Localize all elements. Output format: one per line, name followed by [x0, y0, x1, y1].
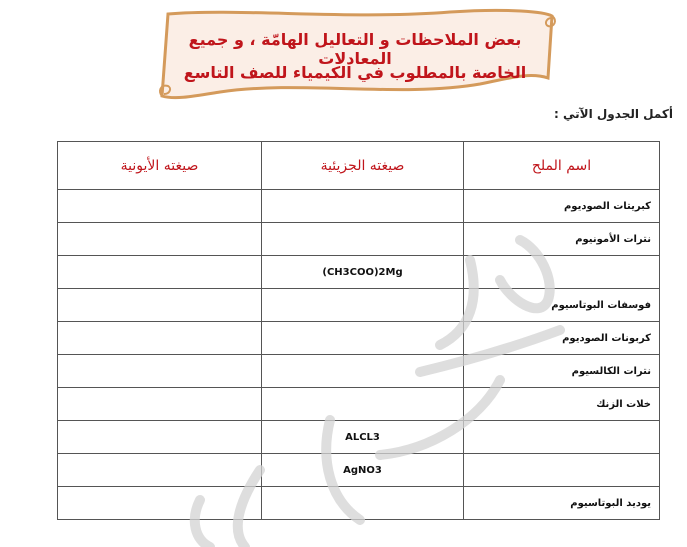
table-header-row: [58, 142, 660, 190]
molecular-formula-cell: [262, 289, 464, 322]
molecular-formula-cell: [262, 190, 464, 223]
table-row: [58, 454, 660, 487]
table-row: [58, 487, 660, 520]
table-row: [58, 355, 660, 388]
ionic-formula-cell: [58, 421, 262, 454]
salt-name-cell: كربونات الصوديوم: [464, 322, 660, 355]
salt-name-cell: نترات الأمونيوم: [464, 223, 660, 256]
salt-name-cell: كبريتات الصوديوم: [464, 190, 660, 223]
ionic-formula-cell: [58, 355, 262, 388]
title-banner: [150, 8, 560, 100]
molecular-formula-cell: ALCL3: [262, 421, 464, 454]
salt-name-cell: يوديد البوتاسيوم: [464, 487, 660, 520]
ionic-formula-cell: [58, 289, 262, 322]
salt-name-cell: خلات الزنك: [464, 388, 660, 421]
molecular-formula-cell: [262, 322, 464, 355]
salt-name-cell: فوسفات البوتاسيوم: [464, 289, 660, 322]
ionic-formula-cell: [58, 190, 262, 223]
ionic-formula-cell: [58, 487, 262, 520]
table-row: [58, 223, 660, 256]
table-row: [58, 190, 660, 223]
ionic-formula-cell: [58, 256, 262, 289]
ionic-formula-cell: [58, 454, 262, 487]
table-row: [58, 322, 660, 355]
salt-name-cell: [464, 454, 660, 487]
salt-name-cell: [464, 256, 660, 289]
header-ionic-formula: صيغته الأيونية: [58, 142, 262, 190]
header-salt-name: اسم الملح: [464, 142, 660, 190]
molecular-formula-cell: [262, 355, 464, 388]
instruction-text: أكمل الجدول الآتي :: [554, 107, 673, 121]
banner-line-2: الخاصة بالمطلوب في الكيمياء للصف التاسع: [183, 63, 527, 82]
table-row: [58, 421, 660, 454]
salts-table: [57, 141, 660, 520]
molecular-formula-cell: AgNO3: [262, 454, 464, 487]
molecular-formula-cell: [262, 223, 464, 256]
table-row: [58, 388, 660, 421]
ionic-formula-cell: [58, 388, 262, 421]
molecular-formula-cell: [262, 487, 464, 520]
table-row: [58, 256, 660, 289]
banner-line-1: بعض الملاحظات و التعاليل الهامّة ، و جميع المعادلات: [188, 30, 522, 68]
ionic-formula-cell: [58, 322, 262, 355]
salt-name-cell: نترات الكالسيوم: [464, 355, 660, 388]
ionic-formula-cell: [58, 223, 262, 256]
header-molecular-formula: صيغته الجزيئية: [262, 142, 464, 190]
table-row: [58, 289, 660, 322]
salt-name-cell: [464, 421, 660, 454]
molecular-formula-cell: [262, 388, 464, 421]
molecular-formula-cell: (CH3COO)2Mg: [262, 256, 464, 289]
